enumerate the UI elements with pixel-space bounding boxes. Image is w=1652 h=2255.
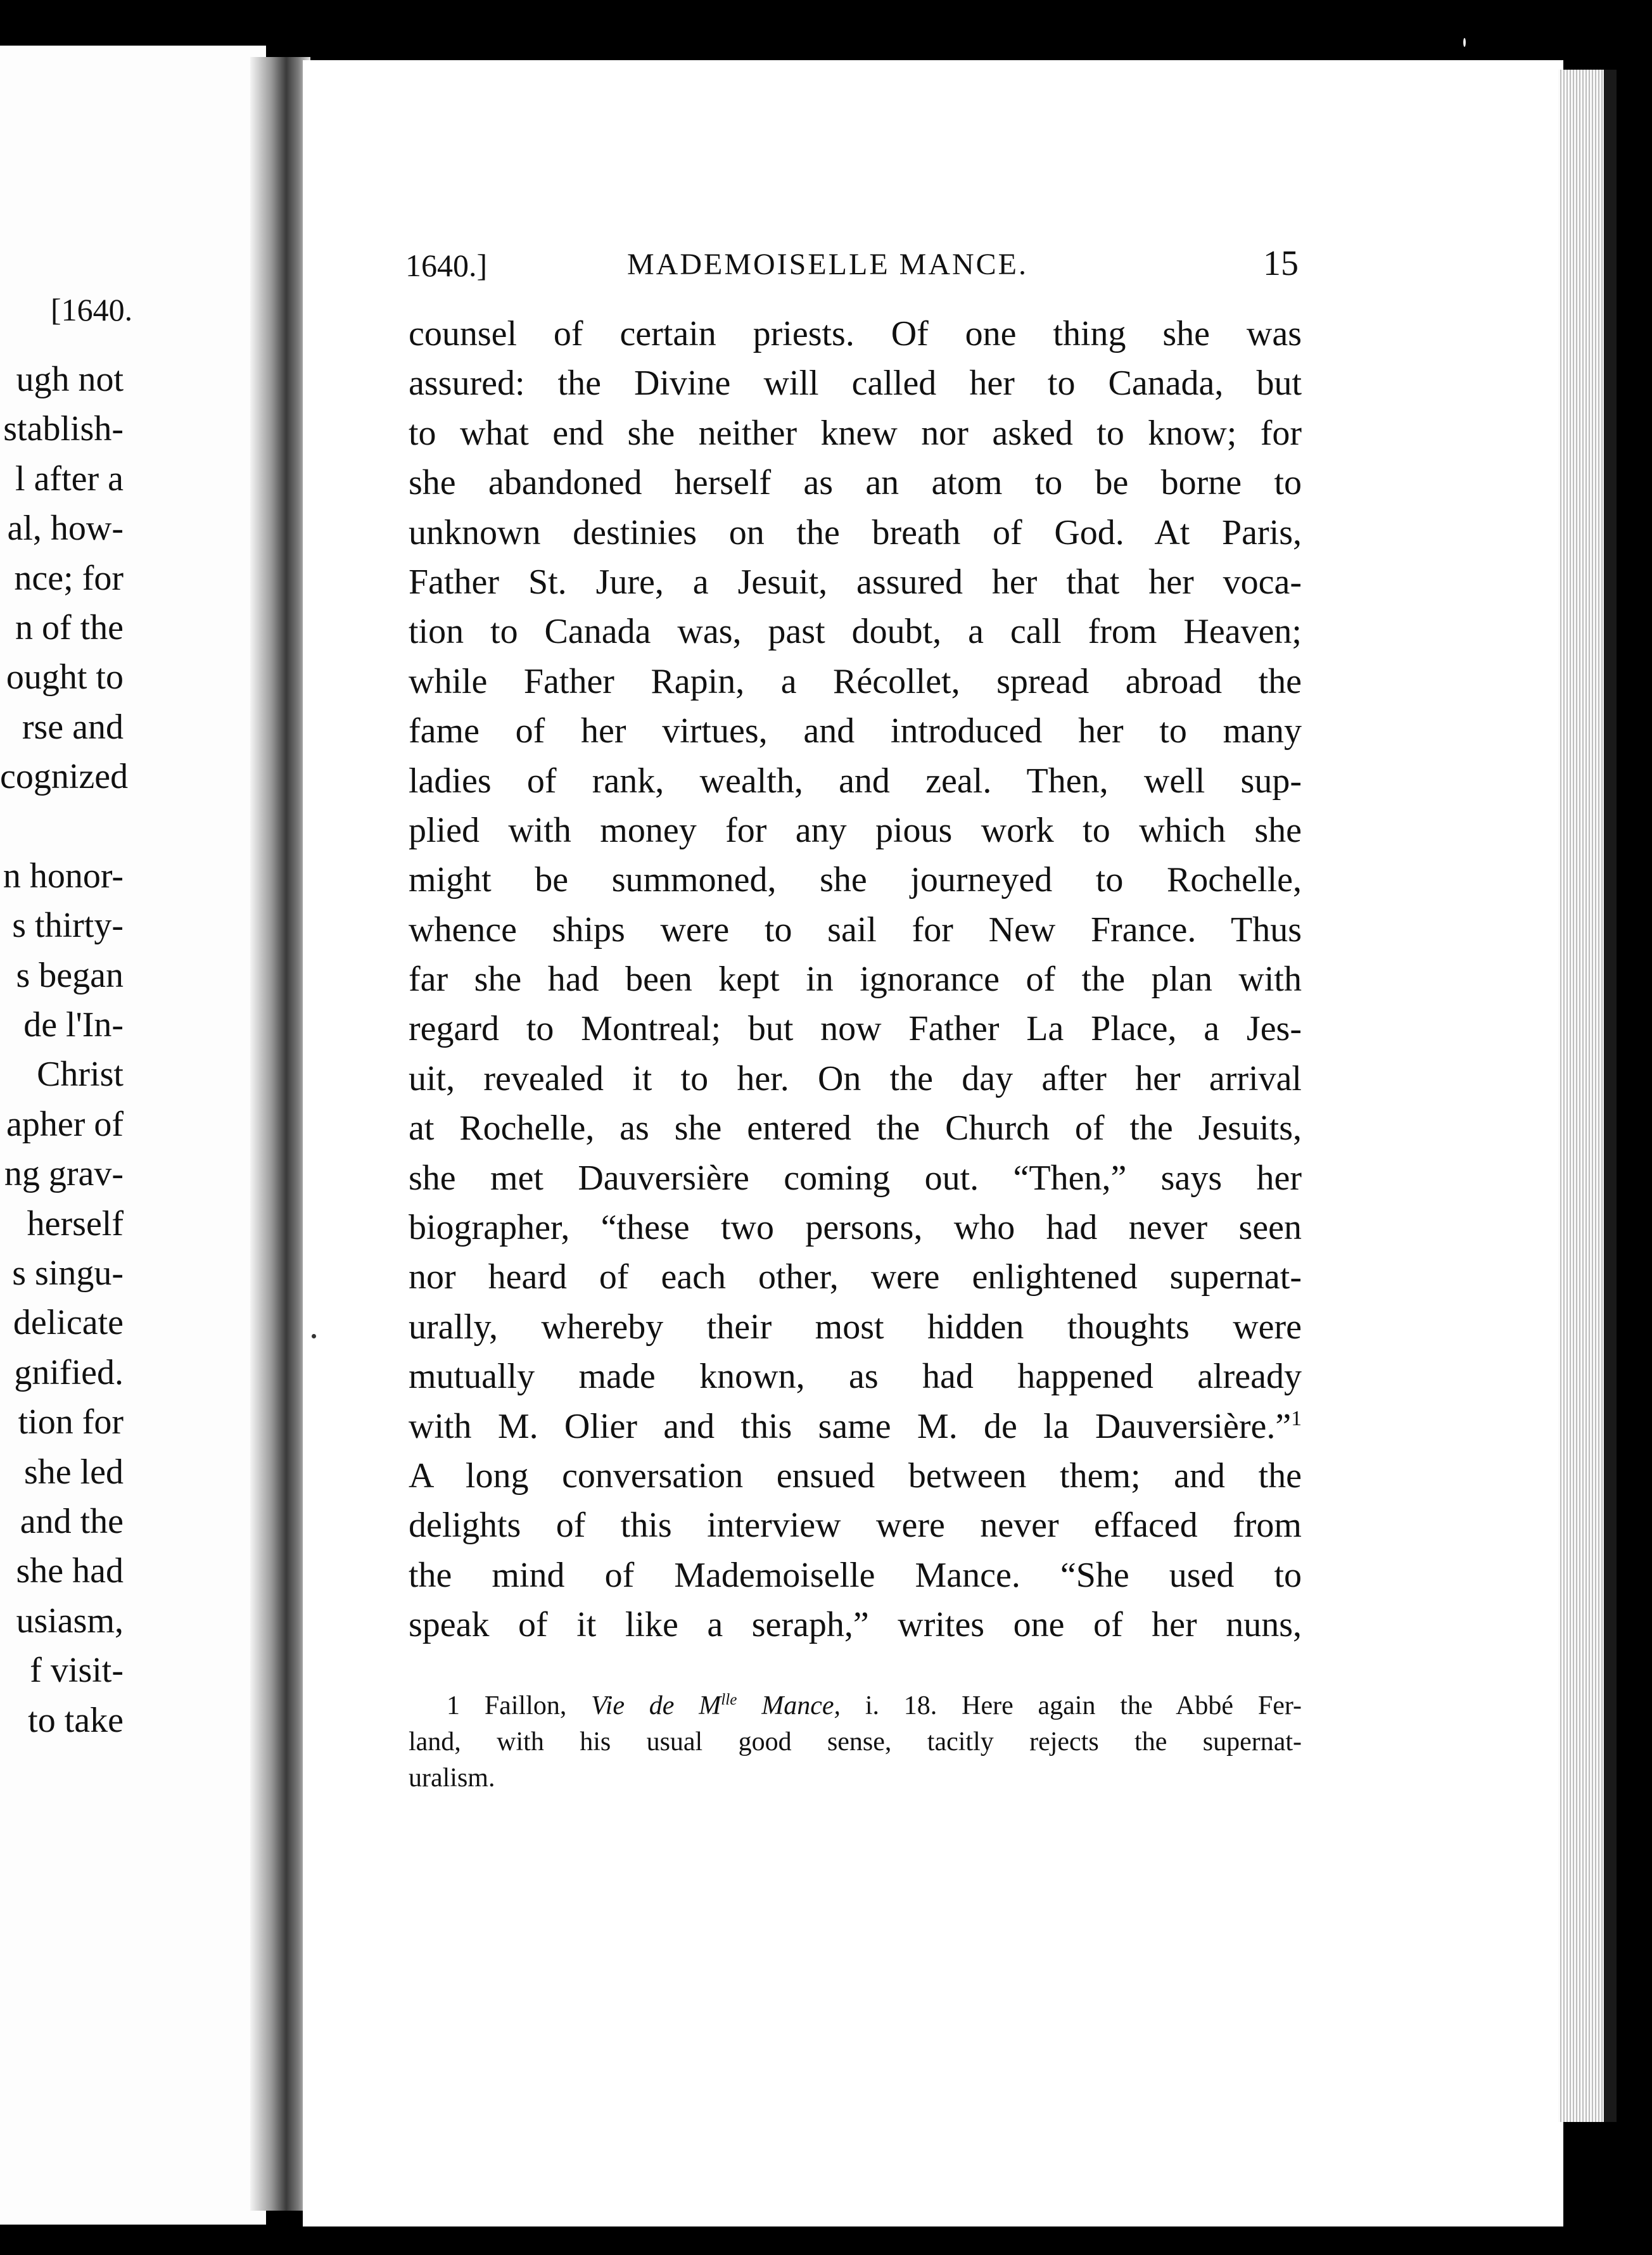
scan-speck xyxy=(1463,38,1466,47)
body-line: urally, whereby their most hidden thoughts were xyxy=(409,1307,1302,1347)
body-line: delights of this interview were never effaced from xyxy=(409,1506,1302,1546)
left-text-line: usiasm, xyxy=(16,1601,124,1641)
left-text-line: al, how- xyxy=(7,509,124,549)
left-text-line: cognized xyxy=(0,757,129,797)
body-line: uit, revealed it to her. On the day after her arrival xyxy=(409,1058,1302,1098)
running-head xyxy=(405,243,1299,288)
footnote-text: i. 18. Here again the Abbé Fer- xyxy=(865,1691,1302,1720)
left-text-line: and the xyxy=(20,1501,124,1541)
body-line: she abandoned herself as an atom to be borne to xyxy=(409,463,1302,503)
running-head-title: MADEMOISELLE MANCE. xyxy=(627,248,1028,281)
footnote-line: land, with his usual good sense, tacitly rejects the supernat- xyxy=(409,1727,1302,1756)
left-text-line: she led xyxy=(23,1452,124,1492)
left-text-line: delicate xyxy=(13,1303,124,1343)
body-line: Father St. Jure, a Jesuit, assured her that her voca- xyxy=(409,562,1302,602)
body-line: while Father Rapin, a Récollet, spread abroad the xyxy=(409,661,1302,701)
body-line: A long conversation ensued between them; and the xyxy=(409,1456,1302,1496)
body-line-text: with M. Olier and this same M. de la Dauversière.” xyxy=(409,1406,1292,1446)
left-text-line: stablish- xyxy=(3,409,124,449)
footnote-reference: 1 xyxy=(1291,1406,1302,1430)
footnote xyxy=(409,1688,1302,1796)
left-text-line: Christ xyxy=(37,1055,124,1095)
body-line: plied with money for any pious work to which she xyxy=(409,810,1302,850)
left-text-line: s began xyxy=(16,955,124,995)
footnote-author: Faillon, xyxy=(484,1691,567,1720)
footnote-work-title: Vie de $M^{lle}$ Mance, xyxy=(591,1691,841,1720)
left-text-line: to take xyxy=(28,1700,124,1740)
left-page-text xyxy=(0,355,129,1745)
left-page xyxy=(0,46,266,2225)
left-text-line: gnified. xyxy=(14,1352,124,1392)
body-line: fame of her virtues, and introduced her to many xyxy=(409,711,1302,751)
left-text-line: s singu- xyxy=(12,1254,124,1293)
footnote-number: 1 xyxy=(447,1691,460,1720)
body-line: she met Dauversière coming out. “Then,” says her xyxy=(409,1158,1302,1198)
left-text-line: nce; for xyxy=(14,558,124,598)
page-number: 15 xyxy=(1263,244,1299,283)
scan-speck xyxy=(312,1334,316,1338)
left-text-line: ng grav- xyxy=(4,1154,124,1194)
body-line: mutually made known, as had happened already xyxy=(409,1357,1302,1397)
left-text-line: apher of xyxy=(6,1104,124,1144)
body-line: speak of it like a seraph,” writes one of her nuns, xyxy=(409,1605,1302,1645)
left-text-line: f visit- xyxy=(30,1651,124,1691)
body-line-with-footnote-ref xyxy=(409,1402,1302,1451)
left-text-line: she had xyxy=(16,1551,124,1591)
left-text-line: s thirty- xyxy=(12,906,124,946)
body-line: to what end she neither knew nor asked to know; for xyxy=(409,413,1302,453)
body-line: unknown destinies on the breath of God. At Paris, xyxy=(409,512,1302,552)
body-line: might be summoned, she journeyed to Rochelle, xyxy=(409,860,1302,900)
body-line: whence ships were to sail for New France. Thus xyxy=(409,910,1302,950)
body-line: tion to Canada was, past doubt, a call from Heaven; xyxy=(409,612,1302,652)
left-text-line: rse and xyxy=(22,707,124,747)
footnote-line xyxy=(409,1688,1302,1724)
page-edges-shadow xyxy=(1604,70,1617,2122)
body-line: ladies of rank, wealth, and zeal. Then, well sup- xyxy=(409,761,1302,801)
body-line: regard to Montreal; but now Father La Place, a Jes- xyxy=(409,1009,1302,1049)
left-text-line: herself xyxy=(27,1204,124,1243)
body-line: at Rochelle, as she entered the Church of the Jesuits, xyxy=(409,1108,1302,1148)
left-text-line: ugh not xyxy=(16,360,124,399)
running-head-year: 1640.] xyxy=(405,248,488,283)
left-running-head: [1640. xyxy=(51,292,133,327)
left-text-line: n honor- xyxy=(3,856,124,896)
body-line: nor heard of each other, were enlightened supernat- xyxy=(409,1257,1302,1297)
left-text-line: de l'In- xyxy=(23,1005,124,1045)
body-line: the mind of Mademoiselle Mance. “She used to xyxy=(409,1555,1302,1595)
body-line: counsel of certain priests. Of one thing she was xyxy=(409,314,1302,353)
body-text xyxy=(409,309,1302,1650)
book-gutter xyxy=(250,57,310,2211)
left-text-line: ought to xyxy=(6,657,124,697)
left-text-line xyxy=(0,802,124,851)
left-text-line: n of the xyxy=(15,607,124,647)
body-line: far she had been kept in ignorance of the plan with xyxy=(409,960,1302,1000)
page-edges xyxy=(1558,70,1604,2122)
body-line: biographer, “these two persons, who had never seen xyxy=(409,1208,1302,1248)
body-line: assured: the Divine will called her to Canada, but xyxy=(409,364,1302,403)
left-text-line: tion for xyxy=(18,1402,124,1442)
footnote-line: uralism. xyxy=(409,1763,495,1793)
left-text-line: l after a xyxy=(15,459,124,499)
